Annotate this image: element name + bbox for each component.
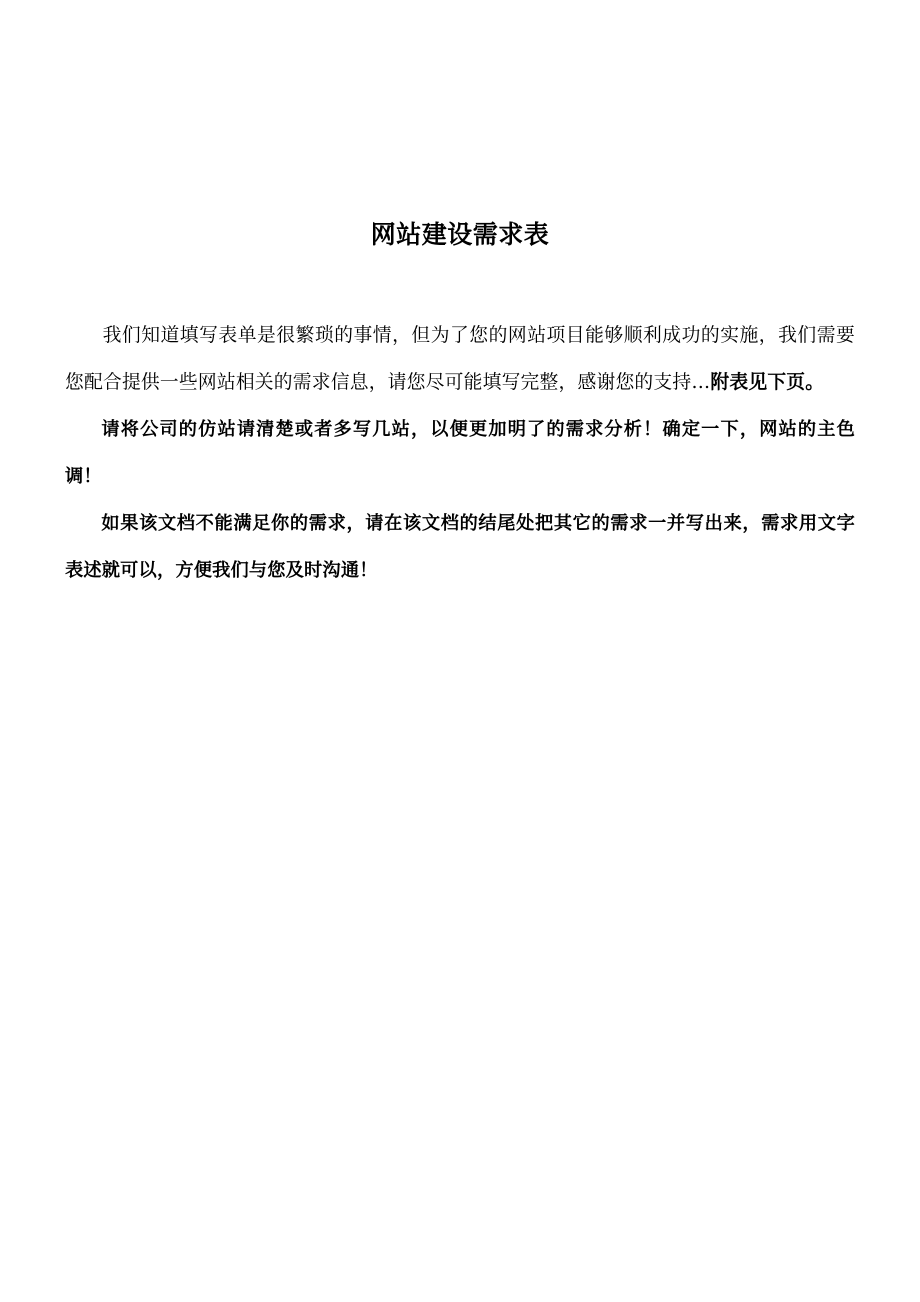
document-title: 网站建设需求表 — [370, 220, 550, 249]
additional-requirements-paragraph: 如果该文档不能满足你的需求，请在该文档的结尾处把其它的需求一并写出来，需求用文字表述就可以，方便我们与您及时沟通！ — [65, 513, 855, 581]
attachment-note: 附表见下页。 — [710, 372, 825, 393]
document-body — [65, 312, 855, 594]
intro-paragraph — [65, 312, 855, 406]
reference-sites-paragraph: 请将公司的仿站请清楚或者多写几站，以便更加明了的需求分析！确定一下，网站的主色调！ — [65, 419, 855, 487]
intro-text: 我们知道填写表单是很繁琐的事情，但为了您的网站项目能够顺利成功的实施，我们需要您配合提供一些网站相关的需求信息，请您尽可能填写完整，感谢您的支持… — [65, 325, 855, 393]
